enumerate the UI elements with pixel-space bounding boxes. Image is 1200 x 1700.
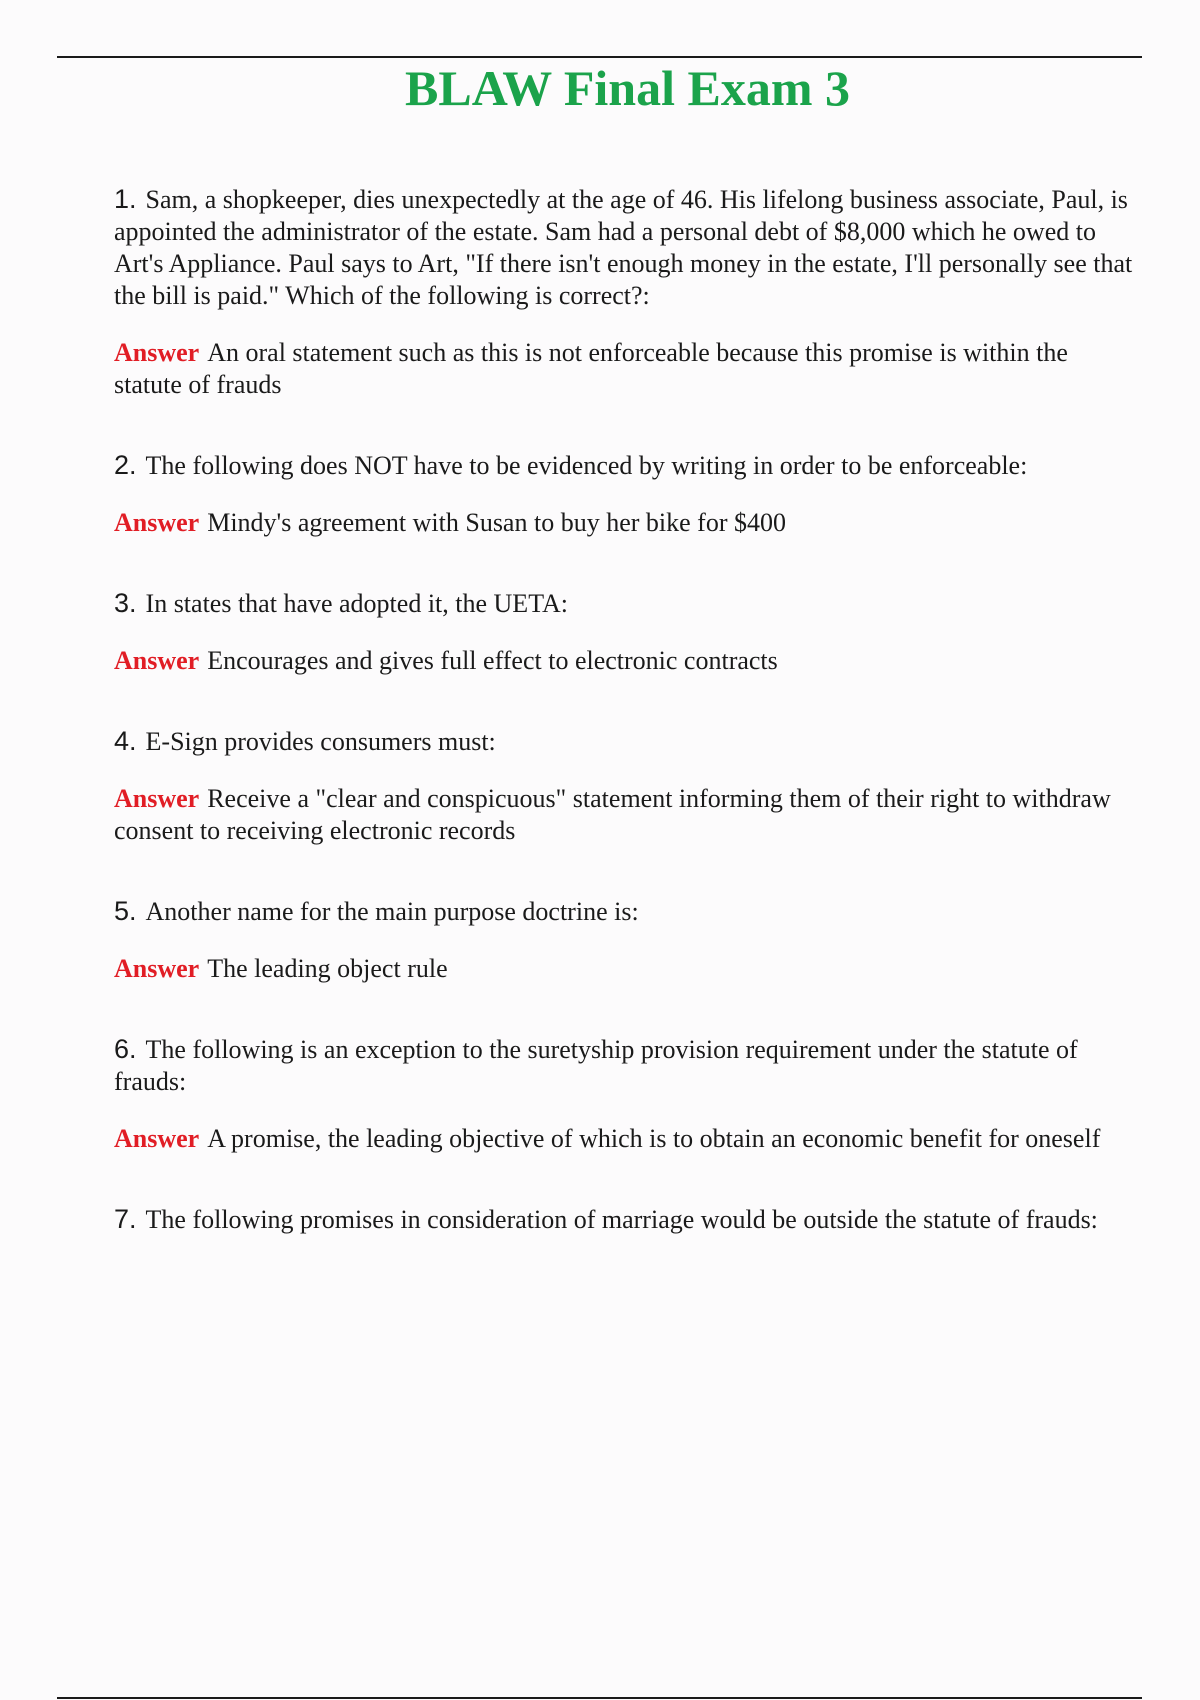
question-item-1 xyxy=(114,183,1140,401)
question-number: 7. xyxy=(114,1204,137,1234)
answer-label: Answer xyxy=(114,784,200,813)
answer-text xyxy=(114,783,1140,847)
question-number: 4. xyxy=(114,726,137,756)
page-title: BLAW Final Exam 3 xyxy=(405,60,850,116)
question-text xyxy=(114,449,1140,482)
question-number: 5. xyxy=(114,896,137,926)
question-number: 1. xyxy=(114,184,137,214)
question-body: The following does NOT have to be evidenced by writing in order to be enforceable: xyxy=(145,451,1028,480)
question-number: 2. xyxy=(114,450,137,480)
answer-label: Answer xyxy=(114,646,200,675)
answer-label: Answer xyxy=(114,1124,200,1153)
answer-body: Encourages and gives full effect to electronic contracts xyxy=(207,646,778,675)
answer-label: Answer xyxy=(114,338,200,367)
question-text xyxy=(114,587,1140,620)
answer-text xyxy=(114,337,1140,401)
answer-text xyxy=(114,953,1140,985)
answer-label: Answer xyxy=(114,954,200,983)
question-item-3 xyxy=(114,587,1140,677)
question-text xyxy=(114,895,1140,928)
answer-body: An oral statement such as this is not enforceable because this promise is within the statute of frauds xyxy=(114,338,1068,399)
question-text xyxy=(114,183,1140,312)
answer-text xyxy=(114,1123,1140,1155)
answer-body: Receive a "clear and conspicuous" statement informing them of their right to withdraw consent to receiving electronic records xyxy=(114,784,1111,845)
question-body: In states that have adopted it, the UETA: xyxy=(145,589,568,618)
question-item-7 xyxy=(114,1203,1140,1236)
question-item-5 xyxy=(114,895,1140,985)
answer-text xyxy=(114,507,1140,539)
bottom-rule xyxy=(57,1697,1142,1699)
question-item-2 xyxy=(114,449,1140,539)
answer-body: Mindy's agreement with Susan to buy her bike for $400 xyxy=(207,508,786,537)
question-body: The following is an exception to the suretyship provision requirement under the statute of frauds: xyxy=(114,1035,1078,1096)
question-item-6 xyxy=(114,1033,1140,1155)
question-body: The following promises in consideration of marriage would be outside the statute of frauds: xyxy=(145,1205,1098,1234)
question-body: Another name for the main purpose doctrine is: xyxy=(145,897,639,926)
question-list xyxy=(114,183,1140,1284)
question-text xyxy=(114,1203,1140,1236)
answer-body: The leading object rule xyxy=(207,954,448,983)
question-body: E-Sign provides consumers must: xyxy=(145,727,496,756)
question-number: 6. xyxy=(114,1034,137,1064)
answer-body: A promise, the leading objective of which is to obtain an economic benefit for oneself xyxy=(207,1124,1101,1153)
question-number: 3. xyxy=(114,588,137,618)
question-text xyxy=(114,725,1140,758)
answer-label: Answer xyxy=(114,508,200,537)
question-text xyxy=(114,1033,1140,1098)
question-item-4 xyxy=(114,725,1140,847)
answer-text xyxy=(114,645,1140,677)
question-body: Sam, a shopkeeper, dies unexpectedly at the age of 46. His lifelong business associate, Paul, is appointed the administrator of the estate. Sam had a personal debt of $8,000 which he owed to Art's Appliance. Paul says to Art, "If there isn't enough money in the estate, I'll personally see that the bill is paid." Which of the following is correct?: xyxy=(114,185,1133,310)
